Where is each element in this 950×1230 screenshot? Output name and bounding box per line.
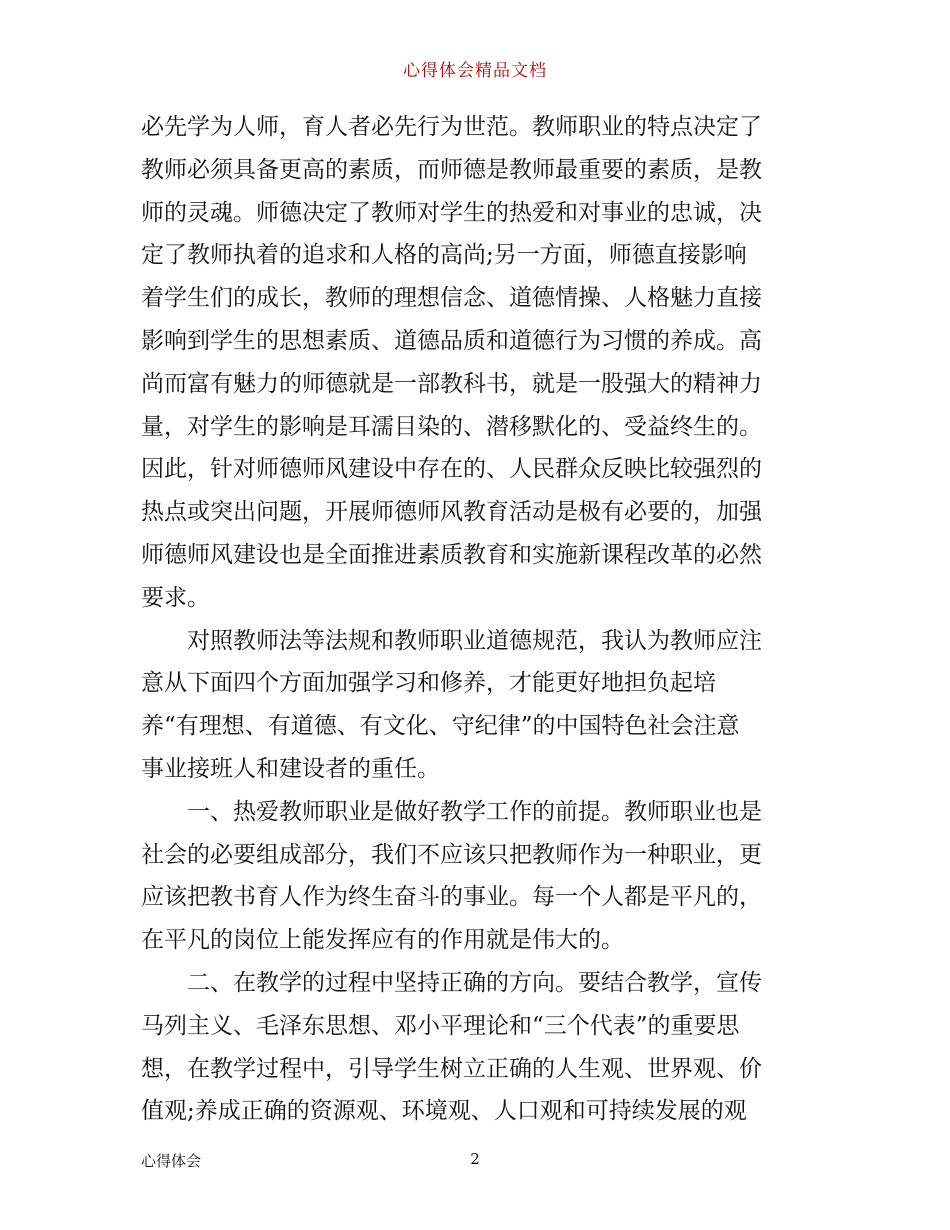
text-line: 马列主义、毛泽东思想、邓小平理论和“三个代表”的重要思 bbox=[141, 1012, 740, 1039]
text-line: 社会的必要组成部分，我们不应该只把教师作为一种职业，更 bbox=[141, 841, 762, 868]
text-line: 在平凡的岗位上能发挥应有的作用就是伟大的。 bbox=[141, 927, 624, 954]
text-line: 师德师风建设也是全面推进素质教育和实施新课程改革的必然 bbox=[141, 541, 762, 568]
text-line: 因此，针对师德师风建设中存在的、人民群众反映比较强烈的 bbox=[141, 456, 762, 483]
text-line: 尚而富有魅力的师德就是一部教科书，就是一股强大的精神力 bbox=[141, 370, 762, 397]
text-line: 必先学为人师，育人者必先行为世范。教师职业的特点决定了 bbox=[141, 114, 762, 140]
text-line: 应该把教书育人作为终生奋斗的事业。每一个人都是平凡的， bbox=[141, 884, 762, 911]
text-line: 要求。 bbox=[141, 584, 210, 611]
footer-label: 心得体会 bbox=[141, 1152, 202, 1170]
paragraph-start-line: 二、在教学的过程中坚持正确的方向。要结合教学，宣传 bbox=[187, 969, 762, 996]
text-line: 着学生们的成长，教师的理想信念、道德情操、人格魅力直接 bbox=[141, 285, 762, 312]
text-line: 值观;养成正确的资源观、环境观、人口观和可持续发展的观 bbox=[141, 1098, 747, 1125]
text-line: 教师必须具备更高的素质，而师德是教师最重要的素质，是教 bbox=[141, 156, 762, 183]
text-line: 师的灵魂。师德决定了教师对学生的热爱和对事业的忠诚，决 bbox=[141, 199, 762, 226]
document-body bbox=[141, 106, 813, 1133]
text-line: 意从下面四个方面加强学习和修养，才能更好地担负起培 bbox=[141, 670, 716, 697]
paragraph-start-line: 一、热爱教师职业是做好教学工作的前提。教师职业也是 bbox=[187, 798, 762, 825]
text-line: 量，对学生的影响是耳濡目染的、潜移默化的、受益终生的。 bbox=[141, 413, 762, 440]
text-line: 养“有理想、有道德、有文化、守纪律”的中国特色社会注意 bbox=[141, 713, 740, 740]
text-line: 影响到学生的思想素质、道德品质和道德行为习惯的养成。高 bbox=[141, 327, 762, 354]
page-number: 2 bbox=[470, 1150, 480, 1168]
page-header-title: 心得体会精品文档 bbox=[403, 61, 547, 81]
paragraph-start-line: 对照教师法等法规和教师职业道德规范，我认为教师应注 bbox=[187, 627, 762, 654]
text-line: 定了教师执着的追求和人格的高尚;另一方面，师德直接影响 bbox=[141, 242, 747, 269]
text-line: 事业接班人和建设者的重任。 bbox=[141, 755, 440, 782]
text-line: 想，在教学过程中，引导学生树立正确的人生观、世界观、价 bbox=[141, 1055, 762, 1082]
text-line: 热点或突出问题，开展师德师风教育活动是极有必要的，加强 bbox=[141, 499, 762, 526]
